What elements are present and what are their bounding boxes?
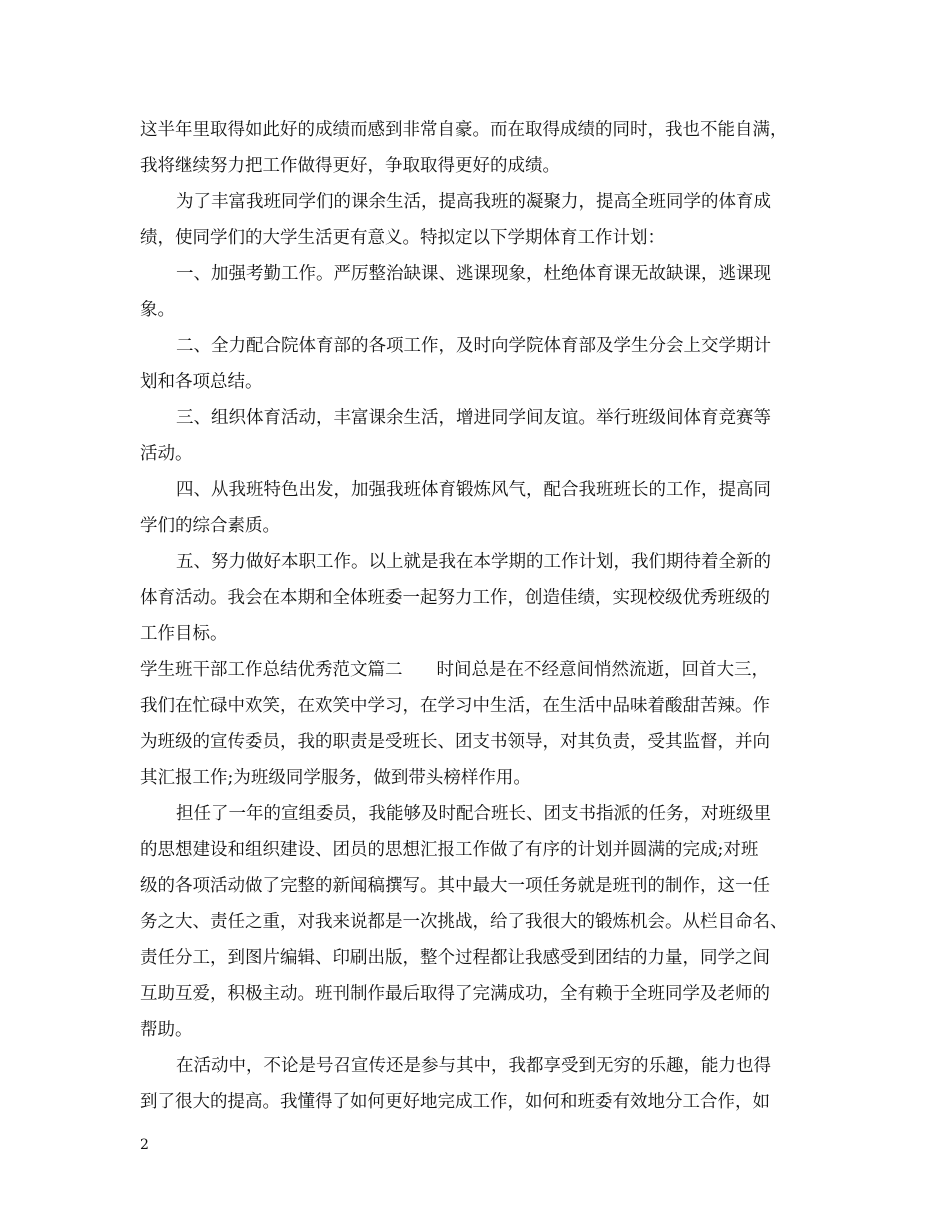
text-line: 帮助。: [140, 1020, 193, 1040]
text-line: 在活动中，不论是号召宣传还是参与其中，我都享受到无穷的乐趣，能力也得: [176, 1056, 771, 1076]
text-line: 到了很大的提高。我懂得了如何更好地完成工作，如何和班委有效地分工合作，如: [140, 1092, 770, 1112]
section-heading: 学生班干部工作总结优秀范文篇二: [140, 660, 403, 680]
text-line: 我将继续努力把工作做得更好，争取取得更好的成绩。: [140, 156, 560, 176]
text-line: 我们在忙碌中欢笑，在欢笑中学习，在学习中生活，在生活中品味着酸甜苦辣。作: [140, 696, 770, 716]
text-line: 其汇报工作;为班级同学服务，做到带头榜样作用。: [140, 768, 531, 788]
text-line: 三、组织体育活动，丰富课余生活，增进同学间友谊。举行班级间体育竞赛等: [176, 408, 771, 428]
text-line: 担任了一年的宣组委员，我能够及时配合班长、团支书指派的任务，对班级里: [176, 804, 771, 824]
text-line: 四、从我班特色出发，加强我班体育锻炼风气，配合我班班长的工作，提高同: [176, 480, 771, 500]
text-line: 象。: [140, 300, 175, 320]
text-line: 五、努力做好本职工作。以上就是我在本学期的工作计划，我们期待着全新的: [176, 552, 771, 572]
text-line: 这半年里取得如此好的成绩而感到非常自豪。而在取得成绩的同时，我也不能自满，: [140, 120, 788, 140]
text-line: 一、加强考勤工作。严厉整治缺课、逃课现象，杜绝体育课无故缺课，逃课现: [176, 264, 771, 284]
text-line: 二、全力配合院体育部的各项工作，及时向学院体育部及学生分会上交学期计: [176, 336, 771, 356]
page-number: 2: [140, 1137, 149, 1153]
text-line: 为了丰富我班同学们的课余生活，提高我班的凝聚力，提高全班同学的体育成: [176, 192, 771, 212]
text-line: 工作目标。: [140, 624, 228, 644]
text-line: 活动。: [140, 444, 193, 464]
text-line: 体育活动。我会在本期和全体班委一起努力工作，创造佳绩，实现校级优秀班级的: [140, 588, 770, 608]
text-line: 互助互爱，积极主动。班刊制作最后取得了完满成功，全有赖于全班同学及老师的: [140, 984, 770, 1004]
text-line: 为班级的宣传委员，我的职责是受班长、团支书领导，对其负责，受其监督，并向: [140, 732, 770, 752]
text-line: 绩，使同学们的大学生活更有意义。特拟定以下学期体育工作计划：: [140, 228, 665, 248]
section-heading-line: [140, 658, 769, 682]
text-line: 级的各项活动做了完整的新闻稿撰写。其中最大一项任务就是班刊的制作，这一任: [140, 876, 770, 896]
text-line: 责任分工，到图片编辑、印刷出版，整个过程都让我感受到团结的力量，同学之间: [140, 948, 770, 968]
text-line: 学们的综合素质。: [140, 516, 280, 536]
text-line: 划和各项总结。: [140, 372, 263, 392]
text-fragment: 时间总是在不经意间悄然流逝，回首大三，: [436, 660, 769, 680]
text-line: 务之大、责任之重，对我来说都是一次挑战，给了我很大的锻炼机会。从栏目命名、: [140, 912, 788, 932]
text-line: 的思想建设和组织建设、团员的思想汇报工作做了有序的计划并圆满的完成;对班: [140, 840, 759, 860]
